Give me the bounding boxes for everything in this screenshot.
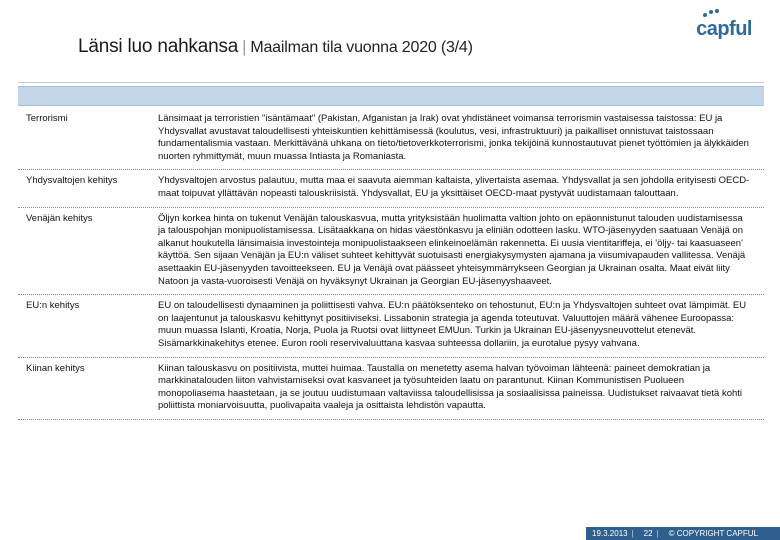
row-text: Kiinan talouskasvu on positiivista, muttei huimaa. Taustalla on menetetty asema halvan työvoiman lähteenä: paineet demokratian ja markkinatalouden liiton vahvistamiseksi ovat kasvaneet ja työsuhteiden laatu on parantunut. Kiinan Kommunistisen Puolueen monopoliasema haastetaan, ja se joutuu uudistumaan valtaviissa taloudellisissa ja sosiaalisissa paineissa. Uudistukset raivaavat tietä kohti poliittista moniarvoisuutta, puolivapaita vaaleja ja osittaista lehdistön vapautta. (158, 362, 743, 412)
header-rule (18, 82, 764, 83)
scenario-table (18, 108, 764, 420)
table-row (18, 108, 764, 170)
table-row (18, 295, 764, 357)
row-label: EU:n kehitys (26, 300, 80, 312)
row-text: Yhdysvaltojen arvostus palautuu, mutta maa ei saavuta aiemman kaltaista, ylivertaista asemaa. Yhdysvallat ja sen johdolla erityisesti OECD-maat toipuvat yllättävän nopeasti talouskriisistä. Yhdysvallat, EU ja yksittäiset OECD-maat pystyvät uudistamaan talouttaan. (158, 175, 750, 199)
slide-title (78, 36, 473, 58)
row-text: Öljyn korkea hinta on tukenut Venäjän talouskasvua, mutta yrityksistään huolimatta valtion johto on epäonnistunut talouden uudistamisessa ja talouspohjan monipuolistamisessa. Lisätaakkana on hidas väestönkasvu ja eliniän odotteen lasku. WTO-jäsenyyden saatuaan Venäjä on alkanut houkutella länsimaisia investointeja monipuolistaakseen elinkeinoelämän rakennetta. Ei uusia vientitariffeja, ei 'öljy- tai kaasuaseen' käyttöä. Sen sijaan Venäjän ja EU:n väliset suhteet kehittyvät suotuisasti energiakysymysten ajamana ja viisumivapauden vallitessa. Venäjä asettaakin EU-jäsenyyden tavoitteekseen. EU ja Venäjä ovat päässeet yhteisymmärrykseen Georgian ja Ukrainan osalta. Maat eivät liity Natoon ja vasta-vuoroisesti Venäjä on hyväksynyt Ukrainan ja Georgian EU-jäsenyyshaaveet. (158, 212, 746, 287)
table-row (18, 208, 764, 296)
table-row (18, 358, 764, 420)
row-text: Länsimaat ja terroristien "isäntämaat" (Pakistan, Afganistan ja Irak) ovat yhdistäneet voimansa terrorismin vastaisessa taistossa: EU ja Yhdysvallat avustavat taloudellisesti yhteiskuntien kehittämisessä (koulutus, vesi, infrastruktuuri) ja paikalliset onnistuvat taistossaan fundamentalismia vastaan. Merkittävänä uhkana on tieto/tietoverkkoterrorismi, jonka tekijöinä kunnostautuvat pienet työttömien ja älykkäiden nuorten ryhmittymät, muun muassa Intiasta ja Romaniasta. (158, 113, 749, 162)
slide-footer (586, 527, 780, 540)
row-label: Yhdysvaltojen kehitys (26, 175, 118, 187)
title-subtitle: Maailman tila vuonna 2020 (3/4) (250, 39, 473, 56)
row-label: Terrorismi (26, 113, 68, 124)
logo-dots-icon (702, 8, 724, 18)
footer-page-number: 22 (643, 529, 653, 538)
capful-logo (696, 18, 752, 41)
title-separator: | (242, 37, 247, 56)
footer-divider: | (656, 529, 659, 538)
footer-divider: | (631, 529, 634, 538)
row-label: Kiinan kehitys (26, 362, 85, 374)
table-header-band (18, 86, 764, 106)
logo-text: capful (696, 18, 752, 40)
footer-date: 19.3.2013 (592, 529, 628, 538)
table-row (18, 170, 764, 207)
row-label: Venäjän kehitys (26, 212, 93, 224)
title-main: Länsi luo nahkansa (78, 36, 239, 57)
slide-header (0, 0, 780, 78)
footer-copyright: © COPYRIGHT CAPFUL (668, 529, 758, 538)
row-text: EU on taloudellisesti dynaaminen ja poliittisesti vahva. EU:n päätöksenteko on tehostunut, EU:n ja Yhdysvaltojen suhteet ovat lämpimät. EU on laajentunut ja talouskasvu kehittynyt positiiviseksi. Lissabonin strategia ja agenda toteutuvat. Valuuttojen määrä vähenee Euroopassa: muun muassa Islanti, Kroatia, Norja, Puola ja Ruotsi ovat liittyneet EMUun. Turkin ja Ukrainan EU-jäsenyysneuvottelut etenevät. Sisämarkkinakehitys etenee. Euron rooli reservivaluuttana kasvaa suhteessa dollariin, ja eurotalue pysyy vahvana. (158, 300, 747, 349)
